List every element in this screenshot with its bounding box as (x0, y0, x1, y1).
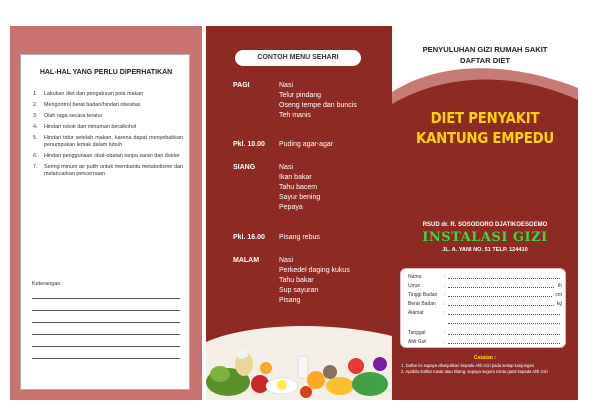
cover-title (405, 108, 565, 148)
meal-item: Nasi (279, 82, 294, 89)
meal-time: SIANG (233, 164, 256, 171)
meal-item: Puding agar-agar (279, 141, 334, 148)
tip-item: 7. Sering minum air putih untuk membantu metabolisme dan melancarkan pencernaan (33, 164, 183, 177)
note-line (32, 310, 180, 311)
note-line (32, 358, 180, 359)
notes-title: Catatan : (473, 355, 497, 361)
meal-item: Nasi (279, 257, 294, 264)
hospital-address: JL. A. YANI NO. 51 TELP. 124410 (442, 247, 528, 253)
form-row-address-cont (408, 319, 562, 326)
note-line (32, 334, 180, 335)
cover-title-line: KANTUNG EMPEDU (415, 129, 554, 147)
cover-title-line: DIET PENYAKIT (430, 109, 540, 127)
form-field-line[interactable] (448, 343, 560, 344)
cover-panel (392, 26, 578, 400)
tip-item: 2. Mengontrol berat badan/hindari obesitas (33, 102, 141, 108)
meal-item: Oseng tempe dan buncis (279, 102, 357, 109)
meal-time: PAGI (233, 82, 250, 89)
notes-label: Keterangan : (32, 281, 64, 287)
meal-items (279, 82, 357, 122)
meal-item: Sup sayuran (279, 287, 319, 294)
menu-panel (206, 26, 392, 400)
tips-card (20, 54, 190, 390)
meal-item: Telur pindang (279, 92, 322, 99)
hospital-name: RSUD dr. R. SOSODORO DJATIKOESOEMO (422, 222, 548, 228)
form-row-weight: Berat Badan : kg (408, 301, 562, 307)
cover-heading-line: PENYULUHAN GIZI RUMAH SAKIT (422, 45, 548, 54)
meal-items (279, 257, 350, 307)
form-field-line[interactable] (448, 334, 560, 335)
note-item: 2. Apabila Daftar rusak atau hilang, supaya segera minta ganti kepada Ahli Gizi (401, 369, 548, 374)
form-row-height: Tinggi Badan : cm (408, 292, 562, 298)
meal-items (279, 234, 320, 244)
form-field-line[interactable] (448, 323, 560, 324)
form-field-line[interactable] (448, 305, 554, 306)
meal-item: Pepaya (279, 204, 303, 211)
meal-item: Pisang rebus (279, 234, 320, 241)
patient-form (400, 268, 566, 348)
tip-item: 5. Hindari tidur setelah makan, karena dapat menyebabkan penumpukan lemak dalam tubuh (33, 135, 183, 148)
meal-item: Teh manis (279, 112, 311, 119)
tip-item: 6. Hindari penggunaan obat-obatan tanpa saran dari dokter (33, 153, 180, 159)
form-row-nutritionist: Ahli Gizi : (408, 339, 562, 346)
wave-decoration (206, 316, 392, 346)
form-field-line[interactable] (448, 278, 560, 279)
tip-item: 4. Hindari rokok dan minuman beralkohol (33, 124, 137, 130)
menu-title-badge: CONTOH MENU SEHARI (235, 50, 361, 66)
form-row-name: Nama : (408, 274, 562, 281)
form-row-address: Alamat : (408, 310, 562, 317)
meal-item: Sayur bening (279, 194, 321, 201)
meal-item: Tahu bacem (279, 184, 318, 191)
form-row-date: Tanggal : (408, 330, 562, 337)
note-line (32, 322, 180, 323)
meal-items (279, 164, 320, 214)
meal-time: Pkl. 16.00 (233, 234, 265, 241)
cover-heading-line: DAFTAR DIET (459, 56, 511, 65)
note-line (32, 346, 180, 347)
tips-list (33, 91, 183, 182)
form-field-line[interactable] (448, 296, 552, 297)
installation-name: INSTALASI GIZI (422, 230, 548, 245)
cover-heading (392, 44, 578, 66)
meal-items (279, 141, 333, 151)
meal-item: Perkedel daging kukus (279, 267, 350, 274)
tip-item: 3. Olah raga secara teratur (33, 113, 103, 119)
meal-item: Ikan bakar (279, 174, 312, 181)
notes-list (401, 363, 573, 375)
form-field-line[interactable] (448, 287, 554, 288)
tip-item: 1. Lakukan diet dan pengaturan pola makan (33, 91, 144, 97)
form-field-line[interactable] (448, 314, 560, 315)
meal-item: Tahu bakar (279, 277, 314, 284)
meal-item: Nasi (279, 164, 294, 171)
note-line (32, 298, 180, 299)
meal-item: Pisang (279, 297, 301, 304)
meal-time: MALAM (233, 257, 260, 264)
tips-title: HAL-HAL YANG PERLU DIPERHATIKAN (39, 69, 173, 76)
meal-time: Pkl. 10.00 (233, 141, 265, 148)
form-row-age: Umur : th (408, 283, 562, 289)
note-item: 1. Daftar ini supaya ditunjukkan kepada Ahli Gizi pada setiap kunjungan (401, 363, 534, 368)
